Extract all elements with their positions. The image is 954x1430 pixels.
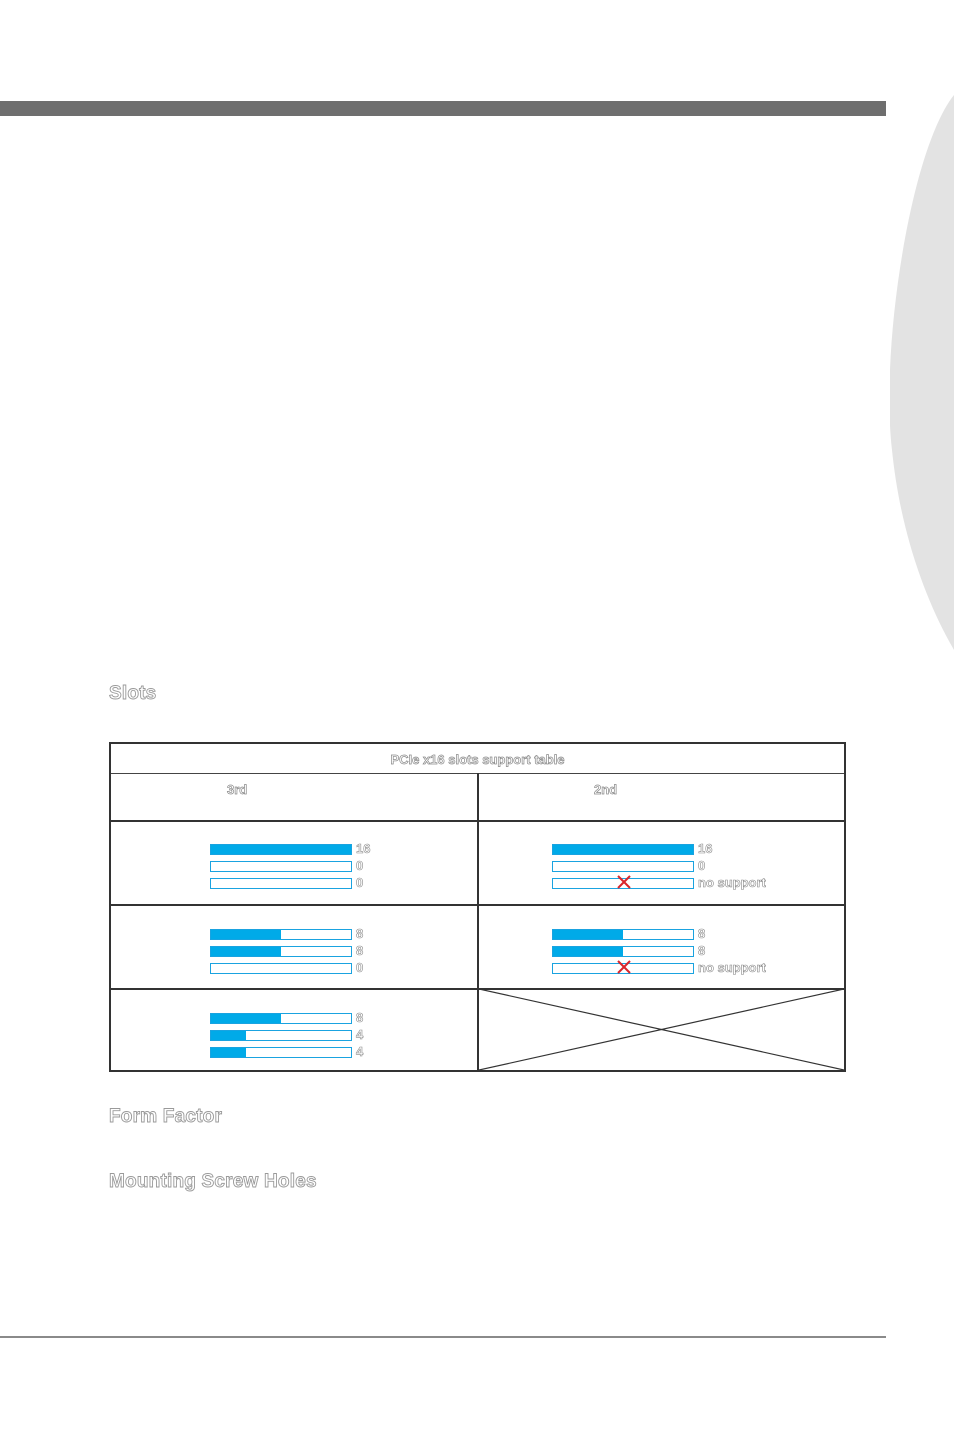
lane-bar-fill [211, 947, 281, 956]
lane-bar-fill [553, 930, 623, 939]
chapter-side-tab [890, 90, 954, 650]
lane-width-label: 16 [698, 841, 713, 856]
lane-width-label: 0 [698, 858, 706, 873]
column-header-3rd: 3rd [227, 782, 248, 797]
section-heading-mounting-screw-holes: Mounting Screw Holes [109, 1171, 317, 1192]
lane-bar-fill [211, 930, 281, 939]
column-header-2nd: 2nd [594, 782, 618, 797]
lane-bar-fill [211, 1014, 281, 1023]
no-support-x-icon [616, 959, 632, 975]
lane-bar-track [552, 929, 694, 940]
section-heading-slots: Slots [109, 683, 157, 704]
footer-rule [0, 1336, 886, 1338]
lane-width-label: 8 [356, 1010, 364, 1025]
lane-width-label: no support [698, 875, 766, 890]
lane-bar-track [210, 946, 352, 957]
lane-width-label: 0 [356, 960, 364, 975]
lane-bar-track [210, 861, 352, 872]
lane-bar-fill [211, 1048, 246, 1057]
lane-bar-track [210, 878, 352, 889]
pcie-slots-support-table [109, 742, 846, 1072]
header-rule [0, 101, 886, 116]
lane-bar-fill [553, 947, 623, 956]
lane-width-label: 8 [698, 943, 706, 958]
lane-width-label: 8 [698, 926, 706, 941]
not-applicable-cross [479, 989, 844, 1070]
no-support-x-icon [616, 874, 632, 890]
lane-width-label: 4 [356, 1044, 364, 1059]
lane-bar-track [210, 963, 352, 974]
lane-bar-track [552, 946, 694, 957]
lane-width-label: 0 [356, 875, 364, 890]
lane-bar-fill [211, 1031, 246, 1040]
lane-width-label: 4 [356, 1027, 364, 1042]
lane-bar-track [210, 844, 352, 855]
lane-width-label: 8 [356, 926, 364, 941]
lane-bar-track [210, 1047, 352, 1058]
lane-bar-track [210, 1013, 352, 1024]
lane-bar-track [552, 861, 694, 872]
lane-bar-fill [553, 845, 693, 854]
lane-bar-track [210, 1030, 352, 1041]
lane-bar-fill [211, 845, 351, 854]
section-heading-form-factor: Form Factor [109, 1106, 223, 1127]
lane-bar-track [552, 844, 694, 855]
lane-width-label: 16 [356, 841, 371, 856]
table-caption: PCIe x16 slots support table [390, 752, 565, 767]
lane-width-label: 0 [356, 858, 364, 873]
lane-width-label: no support [698, 960, 766, 975]
lane-bar-track [210, 929, 352, 940]
lane-width-label: 8 [356, 943, 364, 958]
